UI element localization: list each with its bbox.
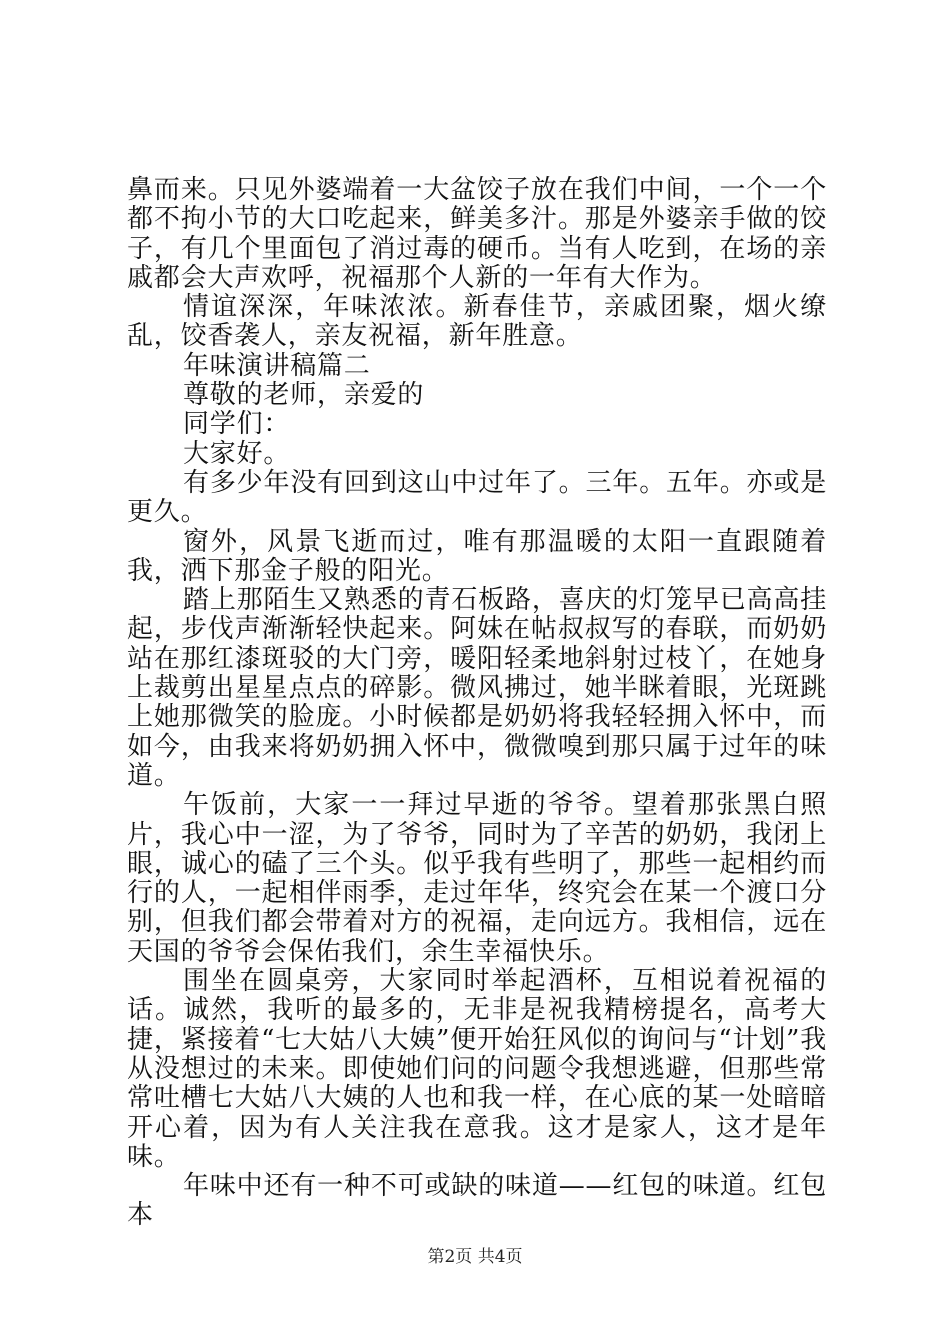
section-heading: 年味演讲稿篇二 xyxy=(183,350,371,381)
paragraph-continues: 年味中还有一种不可或缺的味道——红包的味道。红包本 xyxy=(127,1171,827,1231)
greeting-line: 大家好。 xyxy=(183,438,291,469)
salutation-line: 同学们： xyxy=(183,409,291,440)
paragraph: 午饭前，大家一一拜过早逝的爷爷。望着那张黑白照片，我心中一涩，为了爷爷，同时为了辛苦的奶奶，我闭上眼，诚心的磕了三个头。似乎我有些明了，那些一起相约而行的人，一起相伴雨季，走过年华，终究会在某一个渡口分别，但我们都会带着对方的祝福，走向远方。我相信，远在天国的爷爷会保佑我们，余生幸福快乐。 xyxy=(127,790,827,967)
paragraph-continued: 鼻而来。只见外婆端着一大盆饺子放在我们中间，一个一个都不拘小节的大口吃起来，鲜美多汁。那是外婆亲手做的饺子，有几个里面包了消过毒的硬币。当有人吃到，在场的亲戚都会大声欢呼，祝福那个人新的一年有大作为。 xyxy=(127,175,827,293)
paragraph: 窗外，风景飞逝而过，唯有那温暖的太阳一直跟随着我，洒下那金子般的阳光。 xyxy=(127,526,827,586)
paragraph: 围坐在圆桌旁，大家同时举起酒杯，互相说着祝福的话。诚然，我听的最多的，无非是祝我精榜提名，高考大捷，紧接着“七大姑八大姨”便开始狂风似的询问与“计划”我从没想过的未来。即使她们问的问题令我想逃避，但那些常常吐槽七大姑八大姨的人也和我一样，在心底的某一处暗暗开心着，因为有人关注我在意我。这才是家人，这才是年味。 xyxy=(127,966,827,1172)
paragraph: 踏上那陌生又熟悉的青石板路，喜庆的灯笼早已高高挂起，步伐声渐渐轻快起来。阿妹在帖叔叔写的春联，而奶奶站在那红漆斑驳的大门旁，暖阳轻柔地斜射过枝丫，在她身上裁剪出星星点点的碎影。微风拂过，她半眯着眼，光斑跳上她那微笑的脸庞。小时候都是奶奶将我轻轻拥入怀中，而如今，由我来将奶奶拥入怀中，微微嗅到那只属于过年的味道。 xyxy=(127,585,827,791)
paragraph: 有多少年没有回到这山中过年了。三年。五年。亦或是更久。 xyxy=(127,467,827,528)
paragraph-closing: 情谊深深，年味浓浓。新春佳节，亲戚团聚，烟火缭乱，饺香袭人，亲友祝福，新年胜意。 xyxy=(127,292,827,352)
document-body xyxy=(127,176,827,1231)
salutation-line: 尊敬的老师，亲爱的 xyxy=(183,380,425,411)
page-number-footer: 第2页 共4页 xyxy=(427,1247,523,1267)
